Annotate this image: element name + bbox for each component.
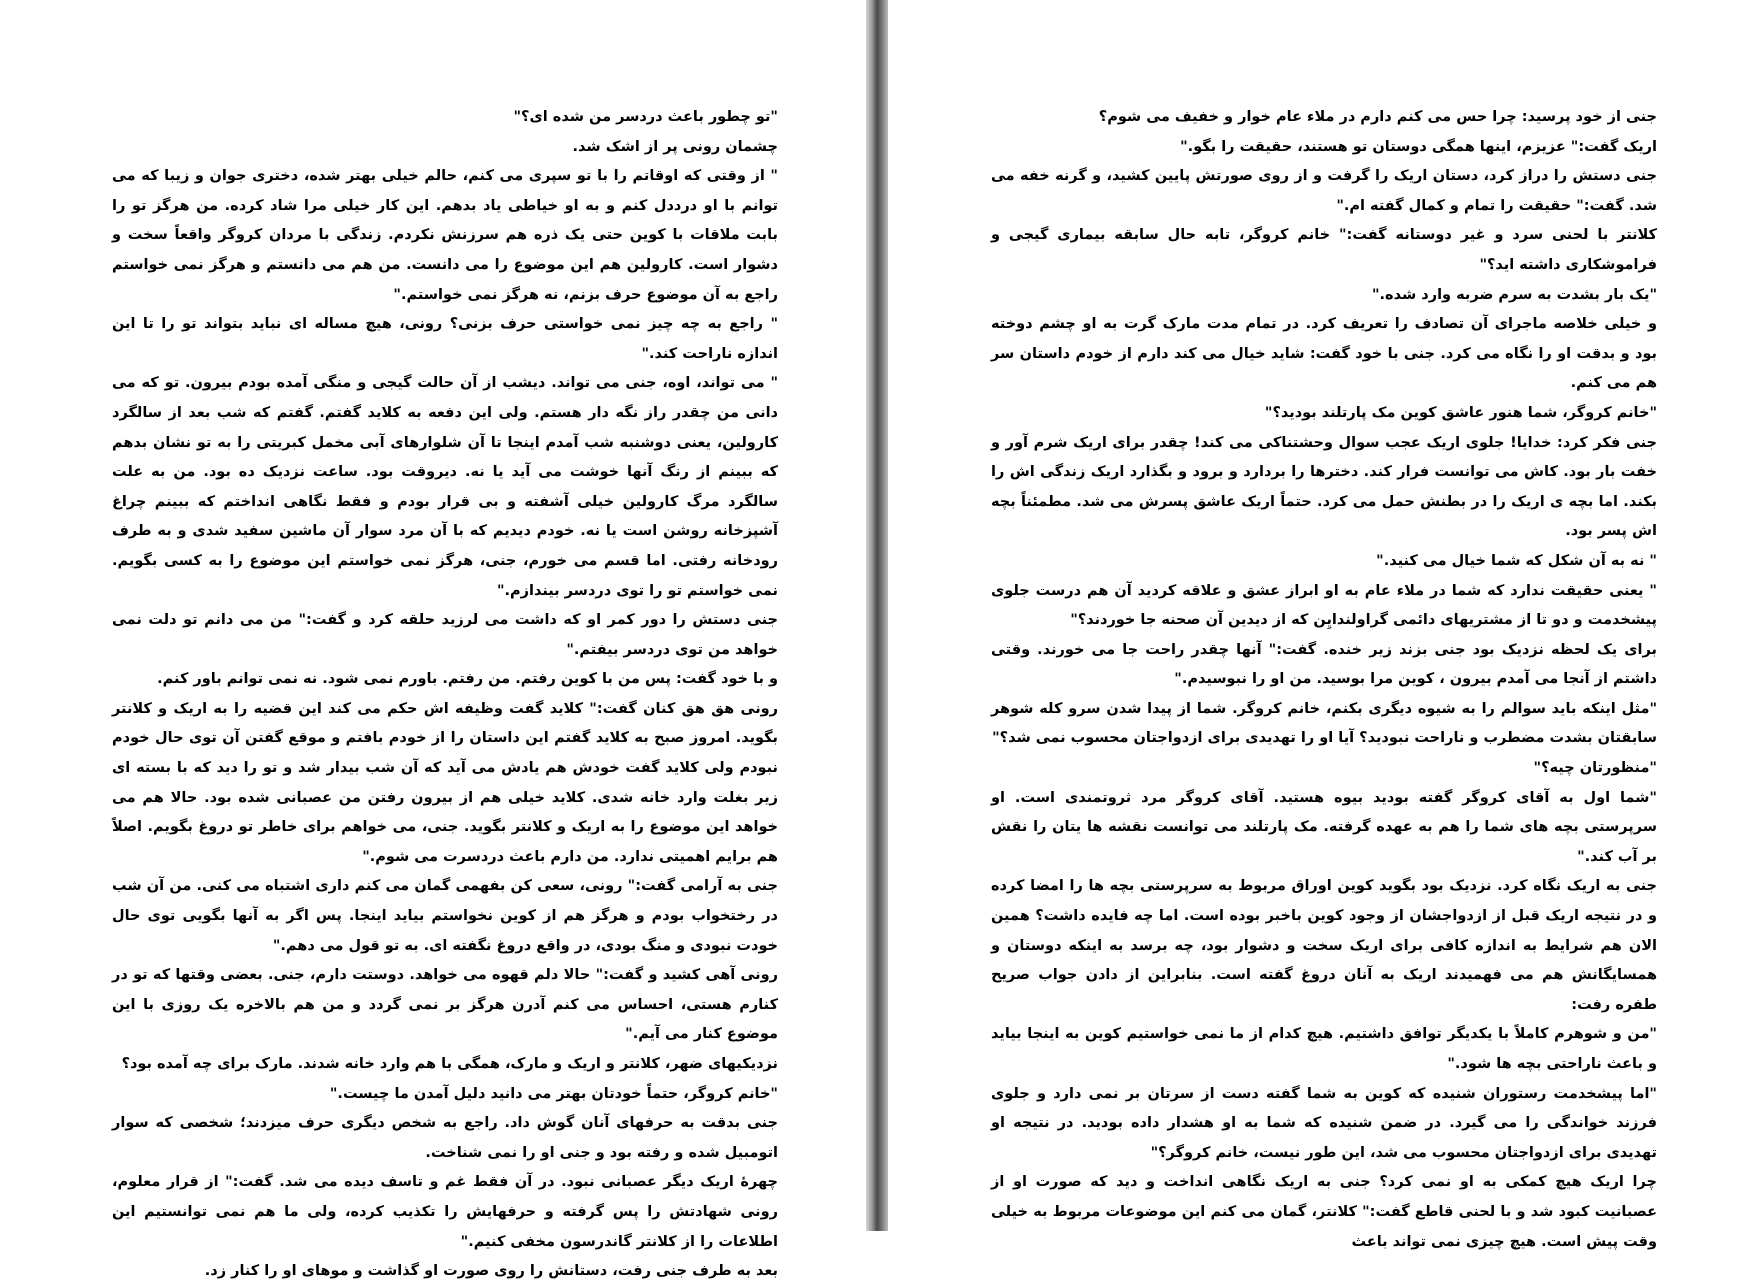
paragraph: "تو چطور باعث دردسر من شده ای؟" <box>513 109 778 125</box>
paragraph: "خانم کروگر، حتماً خودتان بهتر می دانید دلیل آمدن ما چیست." <box>329 1085 778 1102</box>
paragraph: " از وقتی که اوقاتم را با تو سپری می کنم، حالم خیلی بهتر شده، دختری جوان و زیبا که می توانم با او درددل کنم و به او خیاطی یاد بدهم. این کار خیلی مرا شاد کرده. من هرگز تو را بابت ملاقات با کوین حتی یک ذره هم سرزنش نکردم. زندگی با مردان کروگر واقعاً سخت و دشوار است. کارولین هم این موضوع را می دانست. من هم می دانستم و هرگز نمی خواستم راجع به آن موضوع حرف بزنم، نه هرگز نمی خواستم." <box>112 168 778 303</box>
paragraph: جنی فکر کرد: خدایا! جلوی اریک عجب سوال وحشتناکی می کند! چقدر برای اریک شرم آور و خفت بار بود. کاش می توانست فرار کند. دخترها را بردارد و برود و بگذارد اریک زندگی اش را بکند. اما بچه ی اریک را در بطنش حمل می کرد. حتماً اریک عاشق پسرش می شد. مطمئناً بچه اش پسر بود. <box>991 434 1657 540</box>
paragraph: "اما پیشخدمت رستوران شنیده که کوین به شما گفته دست از سرتان بر نمی دارد و جلوی فرزند خواندگی را می گیرد. در ضمن شنیده که شما به او هشدار داده بودید. در نتیجه او تهدیدی برای ازدواجتان محسوب می شد، این طور نیست، خانم کروگر؟" <box>991 1085 1657 1161</box>
right-page <box>888 0 1753 1250</box>
paragraph: چهرهٔ اریک دیگر عصبانی نبود. در آن فقط غم و تاسف دیده می شد. گفت:" از قرار معلوم، رونی شهادتش را پس گرفته و حرفهایش را تکذیب کرده، ولی ما هم نمی توانستیم این اطلاعات را از کلانتر گاندرسون مخفی کنیم." <box>112 1174 778 1250</box>
paragraph: رونی هق هق کنان گفت:" کلاید گفت وظیفه اش حکم می کند این قضیه را به اریک و کلانتر بگوید. امروز صبح به کلاید گفتم این داستان را از خودم بافتم و موقع گفتن آن توی حال خودم نبودم ولی کلاید گفت خودش هم یادش می آید که آن شب بیدار شد و تو را دید که با بسته ای زیر بغلت وارد خانه شدی. کلاید خیلی هم از بیرون رفتن من عصبانی شده بود. حالا هم می خواهد این موضوع را به اریک و کلانتر بگوید. جنی، می خواهم برای خاطر تو دروغ بگویم. اصلاً هم برایم اهمیتی ندارد. من دارم باعث دردسرت می شوم." <box>112 700 778 865</box>
paragraph: جنی از خود پرسید: چرا حس می کنم دارم در ملاء عام خوار و خفیف می شوم؟ <box>1098 109 1657 125</box>
paragraph: اریک گفت:" عزیزم، اینها همگی دوستان تو هستند، حقیقت را بگو." <box>1180 138 1657 155</box>
paragraph: "منظورتان چیه؟" <box>1533 760 1657 777</box>
left-page-text <box>112 103 778 1287</box>
page-gutter <box>866 0 888 1231</box>
paragraph: "خانم کروگر، شما هنور عاشق کوین مک پارتلند بودید؟" <box>1264 404 1657 421</box>
paragraph: و با خود گفت: پس من با کوین رفتم. من رفتم. باورم نمی شود. نه نمی توانم باور کنم. <box>157 671 778 688</box>
paragraph: " نه به آن شکل که شما خیال می کنید." <box>1376 552 1657 569</box>
paragraph: " می تواند، اوه، جنی می تواند. دیشب از آن حالت گیجی و منگی آمده بودم بیرون. تو که می دانی من چقدر راز نگه دار هستم. ولی این دفعه به کلاید گفتم. گفتم که شب بعد از سالگرد کارولین، یعنی دوشنبه شب آمدم اینجا تا آن شلوارهای آبی مخمل کبریتی را به تو نشان بدهم که ببینم از رنگ آنها خوشت می آید یا نه. دیروقت بود. ساعت نزدیک ده بود. من به علت سالگرد مرگ کارولین خیلی آشفته و بی قرار بودم و فقط نگاهی انداختم که ببینم چراغ آشپزخانه روشن است یا نه. خودم دیدیم که با آن مرد سوار آن ماشین سفید شدی و به طرف رودخانه رفتی. اما قسم می خورم، جنی، هرگز نمی خواستم این موضوع را به کسی بگویم. نمی خواستم تو را توی دردسر بیندازم." <box>112 375 778 599</box>
paragraph: "مثل اینکه باید سوالم را به شیوه دیگری بکنم، خانم کروگر. شما از پیدا شدن سرو کله شوهر سابقتان بشدت مضطرب و ناراحت نبودید؟ آیا او را تهدیدی برای ازدواجتان محسوب نمی شد؟" <box>991 700 1657 747</box>
paragraph: بعد به طرف جنی رفت، دستانش را روی صورت او گذاشت و موهای او را کنار زد. <box>204 1263 778 1280</box>
paragraph: " راجع به چه چیز نمی خواستی حرف بزنی؟ رونی، هیچ مساله ای نباید بتواند تو را تا این اندازه ناراحت کند." <box>112 316 778 362</box>
left-page <box>0 0 866 1280</box>
paragraph: "شما اول به آقای کروگر گفته بودید بیوه هستید. آقای کروگر مرد ثروتمندی است. او سرپرستی بچه های شما را هم به عهده گرفته. مک پارتلند می توانست نقشه ها یتان را نقش بر آب کند." <box>991 789 1657 865</box>
paragraph: "یک بار بشدت به سرم ضربه وارد شده." <box>1371 286 1657 303</box>
paragraph: جنی دستش را دراز کرد، دستان اریک را گرفت و از روی صورتش پایین کشید، و گرنه خفه می شد. گفت:" حقیقت را تمام و کمال گفته ام." <box>991 168 1657 214</box>
paragraph: برای یک لحظه نزدیک بود جنی بزند زیر خنده. گفت:" آنها چقدر راحت جا می خورند. وقتی داشتم از آنجا می آمدم بیرون ، کوین مرا بوسید. من او را نبوسیدم." <box>991 641 1657 688</box>
paragraph: نزدیکیهای ضهر، کلانتر و اریک و مارک، همگی با هم وارد خانه شدند. مارک برای چه آمده بود؟ <box>121 1056 778 1072</box>
right-page-text <box>991 103 1657 1257</box>
paragraph: جنی به اریک نگاه کرد. نزدیک بود بگوید کوین اوراق مربوط به سرپرستی بچه ها را امضا کرده و در نتیجه اریک قبل از ازدواجشان از وجود کوین باخبر بوده است. اما چه فایده داشت؟ همین الان هم شرایط به اندازه کافی برای اریک سخت و دشوار بود، چه برسد به اینکه دوستان و همسایگانش هم می فهمیدند اریک به آنان دروغ گفته است. بنابراین از دادن جواب صریح طفره رفت: <box>991 878 1657 1013</box>
paragraph: رونی آهی کشید و گفت:" حالا دلم قهوه می خواهد. دوستت دارم، جنی. بعضی وقتها که تو در کنارم هستی، احساس می کنم آدرن هرگز بر نمی گردد و من هم بالاخره یک روزی با این موضوع کنار می آیم." <box>112 967 778 1043</box>
paragraph: جنی به آرامی گفت:" رونی، سعی کن بفهمی گمان می کنم داری اشتباه می کنی. من آن شب در رختخواب بودم و هرگز هم از کوین نخواستم بیاید اینجا. پس اگر به آنها بگویی توی حال خودت نبودی و منگ بودی، در واقع دروغ نگفته ای. به تو قول می دهم." <box>112 878 778 954</box>
paragraph: کلانتر با لحنی سرد و غیر دوستانه گفت:" خانم کروگر، تابه حال سابقه بیماری گیجی و فراموشکاری داشته اید؟" <box>991 227 1657 273</box>
paragraph: چشمان رونی پر از اشک شد. <box>572 138 778 155</box>
paragraph: جنی دستش را دور کمر او که داشت می لرزید حلقه کرد و گفت:" من می دانم تو دلت نمی خواهد من توی دردسر بیفتم." <box>112 612 778 658</box>
paragraph: چرا اریک هیچ کمکی به او نمی کرد؟ جنی به اریک نگاهی انداخت و دید که صورت او از عصبانیت کبود شد و با لحنی قاطع گفت:" کلانتر، گمان می کنم این موضوعات مربوط به خیلی وقت پیش است. هیچ چیزی نمی تواند باعث <box>991 1174 1657 1250</box>
paragraph: " یعنی حقیقت ندارد که شما در ملاء عام به او ابراز عشق و علاقه کردید آن هم درست جلوی پیشخدمت و دو تا از مشتریهای دائمی گراولندایِن که از دیدین آن صحنه جا خوردند؟" <box>991 582 1657 629</box>
paragraph: "من و شوهرم کاملاً با یکدیگر توافق داشتیم. هیچ کدام از ما نمی خواستیم کوین به اینجا بیاید و باعث ناراحتی بچه ها شود." <box>991 1026 1657 1072</box>
paragraph: و خیلی خلاصه ماجرای آن تصادف را تعریف کرد. در تمام مدت مارک گرت به او چشم دوخته بود و بدقت او را نگاه می کرد. جنی با خود گفت: شاید خیال می کند دارم از خودم داستان سر هم می کنم. <box>991 316 1657 392</box>
paragraph: جنی بدقت به حرفهای آنان گوش داد. راجع به شخص دیگری حرف میزدند؛ شخصی که سوار اتومبیل شده و رفته بود و جنی او را نمی شناخت. <box>112 1115 778 1161</box>
